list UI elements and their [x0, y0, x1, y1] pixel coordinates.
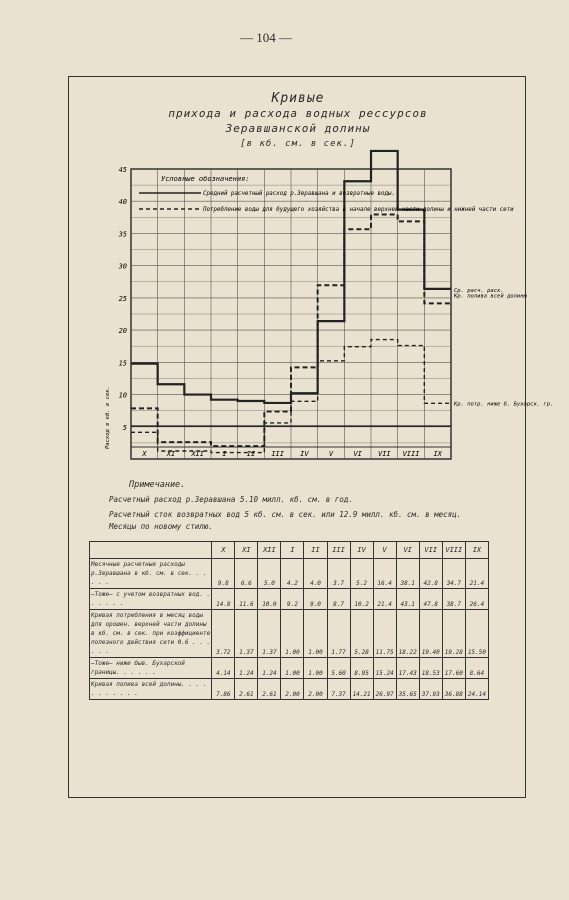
- x-tick-label: IX: [433, 450, 442, 458]
- table-row: [90, 658, 489, 679]
- table-cell: 2.00: [281, 679, 304, 700]
- table-cell: 1.00: [304, 658, 327, 679]
- note-line-3: Месяцы по новому стилю.: [109, 522, 213, 531]
- table-row-label: Кривая полива всей долины. . . . . . . . . . .: [90, 679, 212, 700]
- x-tick-label: XI: [166, 450, 176, 458]
- x-tick-label: VI: [353, 450, 362, 458]
- figure-frame: [68, 76, 554, 798]
- table-cell: 4.14: [212, 658, 235, 679]
- legend-label-2: Потребление воды для будущего хозяйства в начале верхней части долины и нижней части сети: [203, 207, 514, 213]
- table-row: [90, 610, 489, 658]
- y-tick-label: 25: [118, 294, 127, 303]
- table-cell: 1.00: [281, 610, 304, 658]
- table-cell: 19.40: [419, 610, 442, 658]
- legend-title: Условные обозначения:: [161, 175, 250, 183]
- x-tick-label: X: [142, 450, 147, 458]
- table-cell: 15.24: [373, 658, 396, 679]
- chart-title-line1: Кривые: [271, 91, 325, 106]
- right-series-label: Кр. полива всей долины: [454, 293, 527, 300]
- table-cell: 7.37: [327, 679, 350, 700]
- table-row: [90, 559, 489, 589]
- y-tick-label: 30: [118, 262, 127, 271]
- table-cell: 38.1: [396, 559, 419, 589]
- x-tick-label: XII: [191, 450, 204, 458]
- table-header-month: III: [327, 542, 350, 559]
- table-cell: 42.8: [419, 559, 442, 589]
- table-header-month: V: [373, 542, 396, 559]
- table-cell: 1.24: [235, 658, 258, 679]
- table-header-month: II: [304, 542, 327, 559]
- y-tick-label: 20: [118, 327, 127, 336]
- table-header-month: XII: [258, 542, 281, 559]
- table-header-row: [90, 542, 489, 559]
- table-cell: 15.50: [465, 610, 488, 658]
- table-cell: 2.61: [235, 679, 258, 700]
- table-row-label: Кривая потребления в месяц воды для орошен. верхней части долины в кб. см. в сек. при коэффициенте полезного действия сети 0.6 . . . . . .: [90, 610, 212, 658]
- table-cell: 36.88: [442, 679, 465, 700]
- table-header-month: I: [281, 542, 304, 559]
- table-cell: 5.28: [350, 610, 373, 658]
- table-cell: 38.7: [442, 589, 465, 610]
- table-cell: 9.2: [281, 589, 304, 610]
- table-cell: 21.4: [465, 559, 488, 589]
- table-cell: 21.4: [373, 589, 396, 610]
- legend-label-1: Средний расчетный расход р.Зеравшана и возвратные воды.: [203, 191, 395, 197]
- y-tick-label: 35: [118, 230, 127, 239]
- table-row-label: Месячные расчетные расходы р.Зеравшана в кб. см. в сек. . . . . .: [90, 559, 212, 589]
- table-cell: 6.6: [235, 559, 258, 589]
- table-header-month: IX: [465, 542, 488, 559]
- right-series-label: Ср. расч. расх.: [454, 287, 504, 294]
- chart-subtitle: [в кб. см. в сек.]: [240, 139, 356, 149]
- data-table: [89, 541, 489, 700]
- y-tick-label: 15: [118, 359, 127, 368]
- table-header-month: VII: [419, 542, 442, 559]
- table-cell: 37.93: [419, 679, 442, 700]
- table-row-label: —Тоже— ниже быв. Бухарской границы. . . . . .: [90, 658, 212, 679]
- table-cell: 14.21: [350, 679, 373, 700]
- x-tick-label: VII: [378, 450, 391, 458]
- chart-title-line3: Зеравшанской долины: [225, 122, 371, 135]
- table-cell: 5.2: [350, 559, 373, 589]
- table-cell: 1.37: [258, 610, 281, 658]
- y-tick-label: 45: [118, 166, 127, 174]
- table-cell: 34.7: [442, 559, 465, 589]
- table-row-label: —Тоже— с учетом возвратных вод. . . . . . .: [90, 589, 212, 610]
- table-header-month: VI: [396, 542, 419, 559]
- chart: [99, 151, 554, 471]
- x-tick-label: III: [271, 450, 284, 458]
- table-cell: 4.2: [281, 559, 304, 589]
- table-cell: 11.75: [373, 610, 396, 658]
- table-cell: 10.2: [350, 589, 373, 610]
- table-cell: 9.0: [304, 589, 327, 610]
- right-series-label: Кр. потр. ниже б. Бухарск. гр.: [454, 401, 554, 408]
- table-cell: 7.86: [212, 679, 235, 700]
- table-cell: 19.28: [442, 610, 465, 658]
- table-cell: 8.64: [465, 658, 488, 679]
- table-cell: 3.7: [327, 559, 350, 589]
- table-header-month: IV: [350, 542, 373, 559]
- y-tick-label: 40: [118, 198, 127, 207]
- x-tick-label: VIII: [402, 450, 420, 458]
- table-row: [90, 589, 489, 610]
- table-cell: 16.4: [373, 559, 396, 589]
- chart-title-line2: прихода и расхода водных рессурсов: [168, 107, 428, 120]
- x-tick-label: II: [246, 450, 256, 458]
- note-line-1: Расчетный расход р.Зеравшана 5.10 милл. кб. см. в год.: [109, 495, 353, 504]
- table-header-month: X: [212, 542, 235, 559]
- table-cell: 1.77: [327, 610, 350, 658]
- table-header-month: XI: [235, 542, 258, 559]
- table-row: [90, 679, 489, 700]
- table-cell: 17.43: [396, 658, 419, 679]
- table-cell: 43.1: [396, 589, 419, 610]
- table-cell: 1.00: [304, 610, 327, 658]
- note-title: Примечание.: [129, 480, 186, 490]
- table-cell: 18.53: [419, 658, 442, 679]
- table-cell: 35.65: [396, 679, 419, 700]
- table-cell: 47.8: [419, 589, 442, 610]
- table-cell: 17.60: [442, 658, 465, 679]
- y-axis-label: Расход в кб. в сек.: [105, 386, 111, 449]
- x-tick-label: I: [222, 450, 227, 458]
- table-cell: 10.0: [258, 589, 281, 610]
- table-header-month: VIII: [442, 542, 465, 559]
- table-cell: 2.61: [258, 679, 281, 700]
- y-tick-label: 10: [118, 391, 127, 400]
- x-tick-label: IV: [300, 450, 309, 458]
- y-tick-label: 5: [122, 423, 127, 432]
- table-cell: 14.8: [212, 589, 235, 610]
- table-cell: 4.0: [304, 559, 327, 589]
- table-cell: 8.7: [327, 589, 350, 610]
- table-cell: 5.0: [258, 559, 281, 589]
- table-cell: 11.6: [235, 589, 258, 610]
- table-header-blank: [90, 542, 212, 559]
- table-cell: 9.8: [212, 559, 235, 589]
- note-line-2: Расчетный сток возвратных вод 5 кб. см. в сек. или 12.9 милл. кб. см. в месяц.: [109, 510, 462, 519]
- page-number: — 104 —: [240, 30, 292, 45]
- table-cell: 5.60: [327, 658, 350, 679]
- table-cell: 1.24: [258, 658, 281, 679]
- table-cell: 26.4: [465, 589, 488, 610]
- x-tick-label: V: [328, 450, 334, 458]
- table-cell: 8.95: [350, 658, 373, 679]
- table-cell: 26.97: [373, 679, 396, 700]
- table-cell: 3.72: [212, 610, 235, 658]
- table-cell: 2.00: [304, 679, 327, 700]
- table-cell: 1.00: [281, 658, 304, 679]
- table-cell: 1.37: [235, 610, 258, 658]
- table-cell: 18.22: [396, 610, 419, 658]
- table-cell: 24.14: [465, 679, 488, 700]
